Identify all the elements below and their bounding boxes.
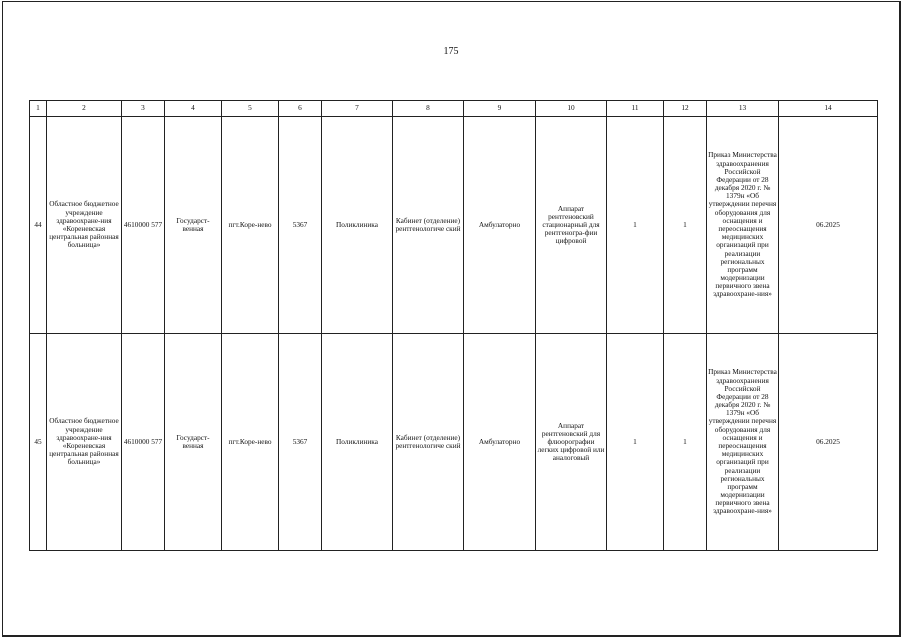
department-unit: Кабинет (отделение) рентгенологиче ский xyxy=(393,334,464,551)
column-header: 8 xyxy=(393,101,464,117)
care-mode: Амбулаторно xyxy=(464,334,536,551)
due-date: 06.2025 xyxy=(779,117,878,334)
header-row xyxy=(30,101,878,117)
cell-col-6: 5367 xyxy=(279,334,322,551)
column-header: 11 xyxy=(607,101,664,117)
locality: пгт.Коре-нево xyxy=(222,334,279,551)
column-header: 7 xyxy=(322,101,393,117)
column-header: 4 xyxy=(165,101,222,117)
care-mode: Амбулаторно xyxy=(464,117,536,334)
column-header: 13 xyxy=(707,101,779,117)
column-header: 6 xyxy=(279,101,322,117)
cell-col-11: 1 xyxy=(607,334,664,551)
equipment-name: Аппарат рентгеновский для флюорографии легких цифровой или аналоговый xyxy=(536,334,607,551)
document-page xyxy=(2,1,901,637)
cell-col-6: 5367 xyxy=(279,117,322,334)
locality: пгт.Коре-нево xyxy=(222,117,279,334)
row-number: 44 xyxy=(30,117,47,334)
column-header: 10 xyxy=(536,101,607,117)
column-header: 5 xyxy=(222,101,279,117)
legal-basis: Приказ Министерства здравоохранения Российской Федерации от 28 декабря 2020 г. № 1379н «Об утверждении перечня оборудования для оснащения и переоснащения медицинских организаций при реализации региональных программ модернизации первичного звена здравоохране-ния» xyxy=(707,117,779,334)
ownership-form: Государст-венная xyxy=(165,334,222,551)
due-date: 06.2025 xyxy=(779,334,878,551)
table-row xyxy=(30,117,878,334)
cell-col-7: Поликлиника xyxy=(322,117,393,334)
column-header: 3 xyxy=(122,101,165,117)
organization-code: 4610000 577 xyxy=(122,334,165,551)
equipment-name: Аппарат рентгеновский стационарный для рентгеногра-фии цифровой xyxy=(536,117,607,334)
column-header: 9 xyxy=(464,101,536,117)
organization-code: 4610000 577 xyxy=(122,117,165,334)
cell-col-11: 1 xyxy=(607,117,664,334)
page-number: 175 xyxy=(443,46,459,57)
column-header: 14 xyxy=(779,101,878,117)
cell-col-7: Поликлиника xyxy=(322,334,393,551)
ownership-form: Государст-венная xyxy=(165,117,222,334)
cell-col-12: 1 xyxy=(664,117,707,334)
legal-basis: Приказ Министерства здравоохранения Российской Федерации от 28 декабря 2020 г. № 1379н «Об утверждении перечня оборудования для оснащения и переоснащения медицинских организаций при реализации региональных программ модернизации первичного звена здравоохране-ния» xyxy=(707,334,779,551)
column-header: 12 xyxy=(664,101,707,117)
table-row xyxy=(30,334,878,551)
cell-col-12: 1 xyxy=(664,334,707,551)
column-header: 2 xyxy=(47,101,122,117)
column-header: 1 xyxy=(30,101,47,117)
department-unit: Кабинет (отделение) рентгенологиче ский xyxy=(393,117,464,334)
organization-name: Областное бюджетное учреждение здравоохране-ния «Кореневская центральная районная больница» xyxy=(47,117,122,334)
organization-name: Областное бюджетное учреждение здравоохране-ния «Кореневская центральная районная больница» xyxy=(47,334,122,551)
equipment-table xyxy=(29,100,878,551)
row-number: 45 xyxy=(30,334,47,551)
